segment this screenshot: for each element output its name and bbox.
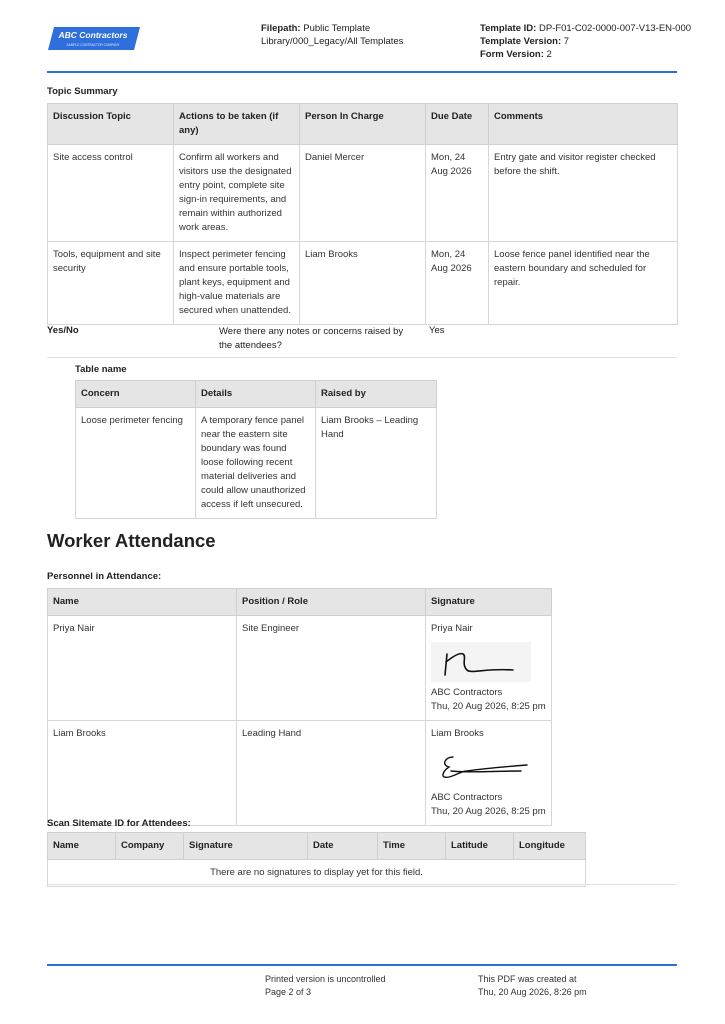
footer-divider [47,964,677,966]
cell-concern: Loose perimeter fencing [76,408,196,519]
signature-image [431,747,531,787]
form-version-label: Form Version: [480,49,544,60]
page-number: Page 2 of 3 [265,987,312,997]
signer-company: ABC Contractors [431,792,503,803]
company-logo [48,25,140,52]
cell-raised-by: Liam Brooks – Leading Hand [316,408,437,519]
logo-tagline: SAMPLE CONTRACTOR COMPANY [66,43,120,47]
col-raised-by: Raised by [316,381,437,408]
template-meta [480,22,700,61]
uncontrolled-note: Printed version is uncontrolled [265,974,386,984]
cell-details: A temporary fence panel near the eastern site boundary was found loose following recent material deliveries and could allow unauthorized access if left unsecured. [196,408,316,519]
cell-due-date: Mon, 24 Aug 2026 [426,242,489,325]
col-discussion-topic: Discussion Topic [48,104,174,145]
signature-image [431,642,531,682]
template-id-label: Template ID: [480,23,537,34]
created-value: Thu, 20 Aug 2026, 8:26 pm [478,987,587,997]
yes-no-question: Were there any notes or concerns raised by the attendees? [219,326,404,351]
yes-no-answer: Yes [429,325,445,336]
header-divider [47,71,677,73]
col-scan-date: Date [308,833,378,860]
template-version-value: 7 [563,36,570,47]
table-row [48,721,552,826]
col-person-in-charge: Person In Charge [300,104,426,145]
topic-summary-label: Topic Summary [47,86,118,97]
table-header-row [48,104,678,145]
col-position: Position / Role [237,589,426,616]
cell-role: Site Engineer [237,616,426,721]
cell-comments: Loose fence panel identified near the eastern boundary and scheduled for repair. [489,242,678,325]
signature-timestamp: Thu, 20 Aug 2026, 8:25 pm [431,701,546,712]
filepath-value: Public Template Library/000_Legacy/All Templates [261,23,404,47]
created-label: This PDF was created at [478,974,577,984]
table-header-row [48,589,552,616]
col-name: Name [48,589,237,616]
footer-left [265,973,386,999]
col-scan-longitude: Longitude [514,833,586,860]
col-scan-name: Name [48,833,116,860]
template-version-label: Template Version: [480,36,562,47]
template-id-value: DP-F01-C02-0000-007-V13-EN-000 [538,23,692,34]
footer-right [478,973,587,999]
col-signature: Signature [426,589,552,616]
filepath-block [261,22,461,48]
cell-topic: Tools, equipment and site security [48,242,174,325]
concerns-table-label: Table name [75,364,127,375]
signature-timestamp: Thu, 20 Aug 2026, 8:25 pm [431,806,546,817]
col-scan-time: Time [378,833,446,860]
divider [47,357,677,358]
empty-message: There are no signatures to display yet for this field. [48,860,586,887]
topic-summary-table [47,103,678,325]
personnel-label: Personnel in Attendance: [47,571,162,582]
cell-person: Daniel Mercer [300,145,426,242]
col-actions: Actions to be taken (if any) [174,104,300,145]
filepath-label: Filepath: [261,23,301,34]
table-row [48,860,586,887]
col-comments: Comments [489,104,678,145]
cell-signature [426,616,552,721]
signer-name: Priya Nair [431,623,473,634]
table-header-row [76,381,437,408]
cell-person: Liam Brooks [300,242,426,325]
table-header-row [48,833,586,860]
col-details: Details [196,381,316,408]
cell-due-date: Mon, 24 Aug 2026 [426,145,489,242]
col-scan-company: Company [116,833,184,860]
scan-label: Scan Sitemate ID for Attendees: [47,818,191,829]
scan-table [47,832,586,887]
col-scan-latitude: Latitude [446,833,514,860]
table-row [48,616,552,721]
cell-name: Liam Brooks [48,721,237,826]
signer-company: ABC Contractors [431,687,503,698]
table-row [48,242,678,325]
col-concern: Concern [76,381,196,408]
cell-actions: Inspect perimeter fencing and ensure portable tools, plant keys, equipment and high-value materials are secured when unattended. [174,242,300,325]
cell-role: Leading Hand [237,721,426,826]
table-row [76,408,437,519]
attendance-table [47,588,552,826]
cell-name: Priya Nair [48,616,237,721]
col-scan-signature: Signature [184,833,308,860]
divider [47,884,677,885]
cell-actions: Confirm all workers and visitors use the designated entry point, complete site sign-in requirements, and remain within authorized work areas. [174,145,300,242]
col-due-date: Due Date [426,104,489,145]
cell-comments: Entry gate and visitor register checked before the shift. [489,145,678,242]
cell-topic: Site access control [48,145,174,242]
cell-signature [426,721,552,826]
logo-name: ABC Contractors [58,30,128,40]
yes-no-label: Yes/No [47,325,79,336]
concerns-table [75,380,437,519]
form-version-value: 2 [546,49,552,60]
section-heading: Worker Attendance [47,530,216,551]
table-row [48,145,678,242]
signer-name: Liam Brooks [431,728,484,739]
